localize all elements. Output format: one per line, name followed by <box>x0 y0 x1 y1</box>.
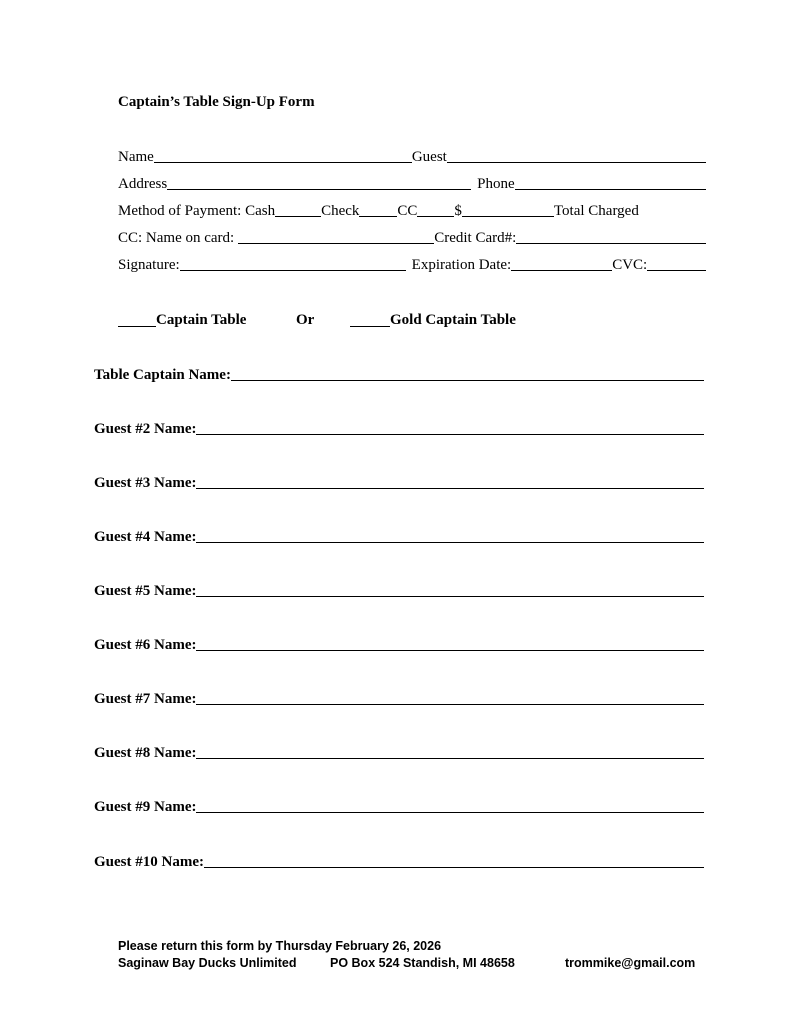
check-label: Check <box>321 203 360 219</box>
captain-table-blank[interactable] <box>118 312 156 327</box>
guest-9-name-row <box>94 795 704 815</box>
cc-field[interactable] <box>417 202 454 217</box>
amount-field[interactable] <box>462 202 554 217</box>
phone-label: Phone <box>477 176 515 192</box>
name-row-field[interactable] <box>196 474 704 489</box>
return-notice: Please return this form by Thursday February 26, 2026 <box>118 939 442 953</box>
guest-5-name-row <box>94 579 704 599</box>
name-row-field[interactable] <box>196 420 704 435</box>
signature-row <box>118 255 706 273</box>
name-row-label: Guest #4 Name: <box>94 529 197 545</box>
organization: Saginaw Bay Ducks Unlimited <box>118 956 297 970</box>
total-charged-label: Total Charged <box>553 203 639 219</box>
gold-captain-table-blank[interactable] <box>350 312 390 327</box>
name-row-label: Guest #6 Name: <box>94 637 197 653</box>
name-row-label: Guest #8 Name: <box>94 745 197 761</box>
name-row-field[interactable] <box>196 744 704 759</box>
dollar-label: $ <box>454 203 462 219</box>
address-field[interactable] <box>167 175 471 190</box>
name-row-label: Guest #7 Name: <box>94 691 197 707</box>
name-row-label: Guest #10 Name: <box>94 854 204 870</box>
name-row-field[interactable] <box>196 528 704 543</box>
cvc-label: CVC: <box>612 257 648 273</box>
contact-email[interactable]: trommike@gmail.com <box>565 956 696 970</box>
name-row-field[interactable] <box>231 366 704 381</box>
address-phone-row <box>118 174 706 192</box>
gold-captain-table-label: Gold Captain Table <box>390 312 516 328</box>
guest-4-name-row <box>94 525 704 545</box>
check-field[interactable] <box>359 202 397 217</box>
name-row-label: Table Captain Name: <box>94 367 231 383</box>
cc-label: CC <box>397 203 418 219</box>
captain-table-label: Captain Table <box>156 312 247 328</box>
cash-field[interactable] <box>275 202 321 217</box>
expiration-label: Expiration Date: <box>411 257 512 273</box>
name-row-field[interactable] <box>196 636 704 651</box>
guest-field[interactable] <box>447 148 706 163</box>
guest-10-name-row <box>94 850 704 870</box>
captain-table-option <box>118 309 246 329</box>
guest-7-name-row <box>94 687 704 707</box>
cc-name-label: CC: Name on card: <box>118 230 235 246</box>
guest-6-name-row <box>94 633 704 653</box>
or-label: Or <box>296 312 315 328</box>
name-row-label: Guest #5 Name: <box>94 583 197 599</box>
form-title: Captain’s Table Sign-Up Form <box>118 94 315 110</box>
guest-2-name-row <box>94 417 704 437</box>
table-captain-name-row <box>94 363 704 383</box>
expiration-field[interactable] <box>511 256 612 271</box>
guest-label: Guest <box>411 149 447 165</box>
name-row-field[interactable] <box>196 690 704 705</box>
guest-3-name-row <box>94 471 704 491</box>
name-row-field[interactable] <box>196 582 704 597</box>
phone-field[interactable] <box>515 175 706 190</box>
name-label: Name <box>118 149 154 165</box>
cvc-field[interactable] <box>647 256 706 271</box>
name-row-label: Guest #2 Name: <box>94 421 197 437</box>
credit-card-field[interactable] <box>516 229 706 244</box>
mailing-address: PO Box 524 Standish, MI 48658 <box>330 956 515 970</box>
signature-field[interactable] <box>180 256 406 271</box>
card-row <box>118 228 706 246</box>
name-row-field[interactable] <box>204 853 704 868</box>
name-row-label: Guest #3 Name: <box>94 475 197 491</box>
payment-row <box>118 201 706 219</box>
credit-card-label: Credit Card#: <box>434 230 517 246</box>
payment-method-label: Method of Payment: Cash <box>118 203 276 219</box>
guest-8-name-row <box>94 741 704 761</box>
signature-label: Signature: <box>118 257 180 273</box>
cc-name-field[interactable] <box>238 229 434 244</box>
address-label: Address <box>118 176 168 192</box>
name-field[interactable] <box>154 148 412 163</box>
gold-captain-table-option <box>350 309 516 329</box>
name-row-field[interactable] <box>196 798 704 813</box>
name-guest-row <box>118 147 706 165</box>
name-row-label: Guest #9 Name: <box>94 799 197 815</box>
